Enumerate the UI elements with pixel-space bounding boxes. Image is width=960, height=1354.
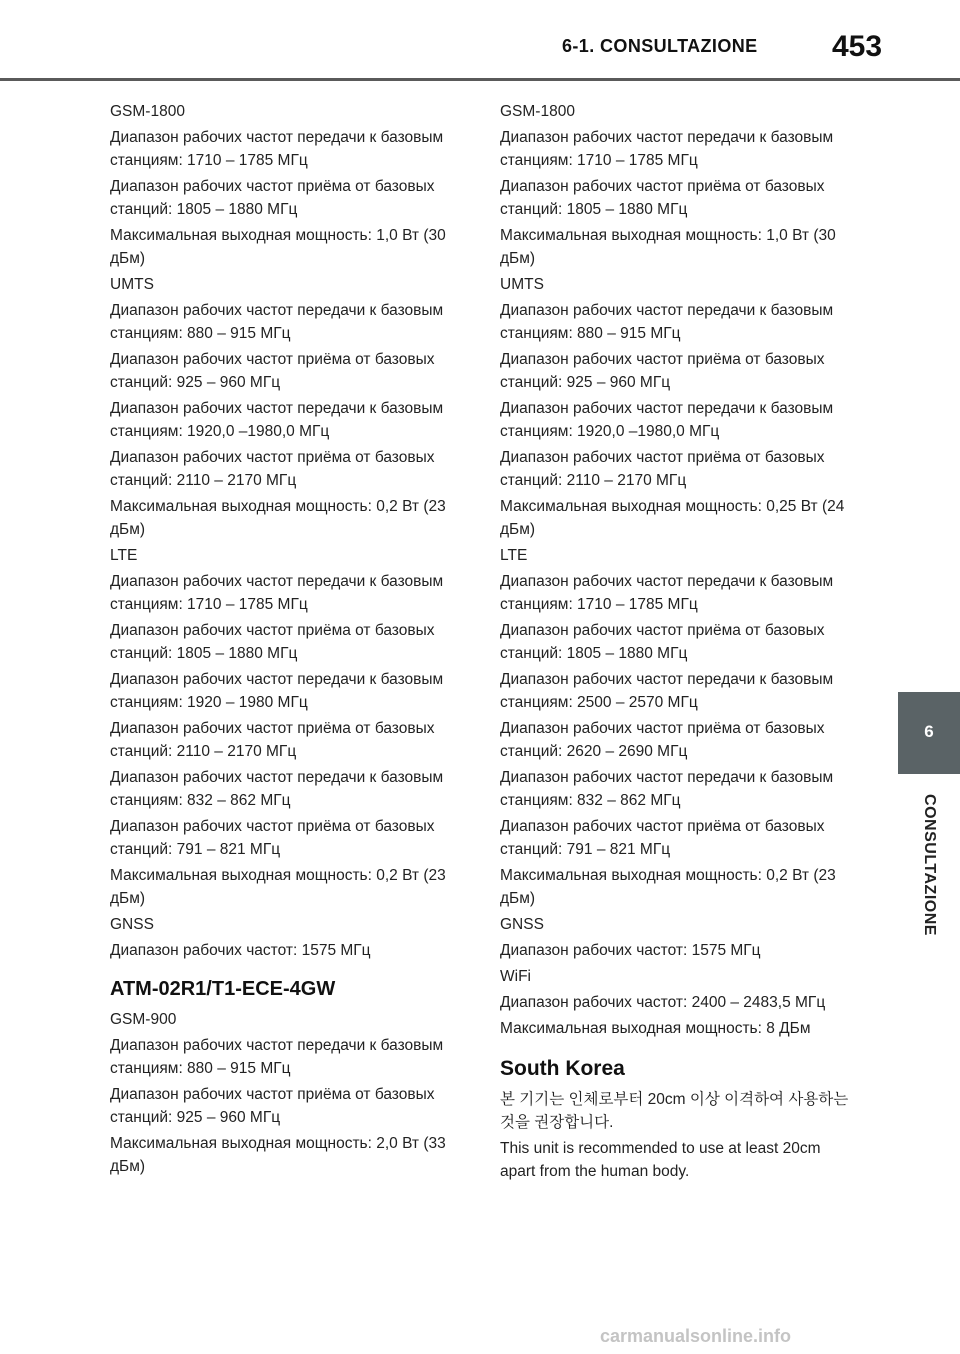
spec-paragraph: Диапазон рабочих частот приёма от базовых станций: 925 – 960 МГц xyxy=(500,351,825,391)
spec-paragraph: Диапазон рабочих частот приёма от базовых станций: 1805 – 1880 МГц xyxy=(500,622,825,662)
spec-paragraph: Максимальная выходная мощность: 8 ДБм xyxy=(500,1020,811,1037)
spec-paragraph: GNSS xyxy=(500,916,544,933)
spec-paragraph: WiFi xyxy=(500,968,531,985)
spec-paragraph: Диапазон рабочих частот приёма от базовых станций: 2620 – 2690 МГц xyxy=(500,720,825,760)
chapter-label: CONSULTAZIONE xyxy=(921,794,938,936)
spec-paragraph: Диапазон рабочих частот приёма от базовых станций: 791 – 821 МГц xyxy=(500,818,825,858)
right-block-2 xyxy=(500,1088,860,1183)
spec-paragraph: Диапазон рабочих частот передачи к базовым станциям: 1920 – 1980 МГц xyxy=(110,671,444,711)
spec-paragraph: Диапазон рабочих частот приёма от базовых станций: 1805 – 1880 МГц xyxy=(110,178,435,218)
spec-paragraph: Максимальная выходная мощность: 2,0 Вт (33 дБм) xyxy=(110,1135,446,1175)
left-block-2 xyxy=(110,1008,470,1178)
right-block-1 xyxy=(500,100,860,1040)
spec-paragraph: Диапазон рабочих частот: 1575 МГц xyxy=(110,942,371,959)
spec-paragraph: Диапазон рабочих частот передачи к базовым станциям: 880 – 915 МГц xyxy=(500,302,834,342)
spec-paragraph: Диапазон рабочих частот приёма от базовых станций: 925 – 960 МГц xyxy=(110,351,435,391)
model-heading: ATM-02R1/T1-ECE-4GW xyxy=(110,978,336,1000)
spec-paragraph: GNSS xyxy=(110,916,154,933)
spec-paragraph: Диапазон рабочих частот передачи к базовым станциям: 1710 – 1785 МГц xyxy=(110,129,444,169)
page-header xyxy=(0,0,960,80)
spec-paragraph: Диапазон рабочих частот приёма от базовых станций: 925 – 960 МГц xyxy=(110,1086,435,1126)
chapter-number: 6 xyxy=(924,722,934,741)
spec-paragraph: UMTS xyxy=(110,276,154,293)
spec-paragraph: Максимальная выходная мощность: 0,2 Вт (23 дБм) xyxy=(110,867,446,907)
spec-paragraph: Диапазон рабочих частот передачи к базовым станциям: 880 – 915 МГц xyxy=(110,1037,444,1077)
spec-paragraph: Максимальная выходная мощность: 0,2 Вт (23 дБм) xyxy=(500,867,836,907)
spec-paragraph: Максимальная выходная мощность: 1,0 Вт (30 дБм) xyxy=(110,227,446,267)
spec-paragraph: GSM-900 xyxy=(110,1011,177,1028)
spec-paragraph: Диапазон рабочих частот передачи к базовым станциям: 1710 – 1785 МГц xyxy=(500,573,834,613)
spec-paragraph: Диапазон рабочих частот приёма от базовых станций: 791 – 821 МГц xyxy=(110,818,435,858)
spec-paragraph: 본 기기는 인체로부터 20cm 이상 이격하여 사용하는 것을 권장합니다. xyxy=(500,1091,849,1131)
spec-paragraph: Диапазон рабочих частот передачи к базовым станциям: 2500 – 2570 МГц xyxy=(500,671,834,711)
spec-paragraph: Максимальная выходная мощность: 1,0 Вт (30 дБм) xyxy=(500,227,836,267)
header-rule xyxy=(0,78,960,81)
country-heading: South Korea xyxy=(500,1057,625,1080)
spec-paragraph: GSM-1800 xyxy=(110,103,185,120)
spec-paragraph: Диапазон рабочих частот передачи к базовым станциям: 832 – 862 МГц xyxy=(500,769,834,809)
watermark: carmanualsonline.info xyxy=(600,1326,792,1346)
spec-paragraph: Диапазон рабочих частот передачи к базовым станциям: 1710 – 1785 МГц xyxy=(500,129,834,169)
spec-paragraph: Максимальная выходная мощность: 0,25 Вт (24 дБм) xyxy=(500,498,845,538)
spec-paragraph: Диапазон рабочих частот приёма от базовых станций: 2110 – 2170 МГц xyxy=(500,449,825,489)
spec-paragraph: Диапазон рабочих частот: 2400 – 2483,5 МГц xyxy=(500,994,826,1011)
spec-paragraph: Диапазон рабочих частот приёма от базовых станций: 2110 – 2170 МГц xyxy=(110,449,435,489)
spec-paragraph: LTE xyxy=(500,547,528,564)
section-title: 6-1. CONSULTAZIONE xyxy=(562,36,758,56)
spec-paragraph: GSM-1800 xyxy=(500,103,575,120)
spec-paragraph: Диапазон рабочих частот передачи к базовым станциям: 1710 – 1785 МГц xyxy=(110,573,444,613)
spec-paragraph: Диапазон рабочих частот: 1575 МГц xyxy=(500,942,761,959)
spec-paragraph: Диапазон рабочих частот передачи к базовым станциям: 1920,0 –1980,0 МГц xyxy=(500,400,834,440)
spec-paragraph: Диапазон рабочих частот передачи к базовым станциям: 880 – 915 МГц xyxy=(110,302,444,342)
spec-paragraph: Диапазон рабочих частот приёма от базовых станций: 1805 – 1880 МГц xyxy=(500,178,825,218)
spec-paragraph: Диапазон рабочих частот передачи к базовым станциям: 832 – 862 МГц xyxy=(110,769,444,809)
spec-paragraph: Диапазон рабочих частот приёма от базовых станций: 1805 – 1880 МГц xyxy=(110,622,435,662)
spec-paragraph: UMTS xyxy=(500,276,544,293)
spec-paragraph: This unit is recommended to use at least 20cm apart from the human body. xyxy=(500,1140,821,1180)
spec-paragraph: Максимальная выходная мощность: 0,2 Вт (23 дБм) xyxy=(110,498,446,538)
chapter-tab[interactable] xyxy=(898,692,960,774)
page-number: 453 xyxy=(832,30,883,63)
spec-paragraph: Диапазон рабочих частот передачи к базовым станциям: 1920,0 –1980,0 МГц xyxy=(110,400,444,440)
left-block-1 xyxy=(110,100,470,962)
right-column xyxy=(500,100,860,1186)
spec-paragraph: LTE xyxy=(110,547,138,564)
spec-paragraph: Диапазон рабочих частот приёма от базовых станций: 2110 – 2170 МГц xyxy=(110,720,435,760)
left-column xyxy=(110,100,470,1181)
